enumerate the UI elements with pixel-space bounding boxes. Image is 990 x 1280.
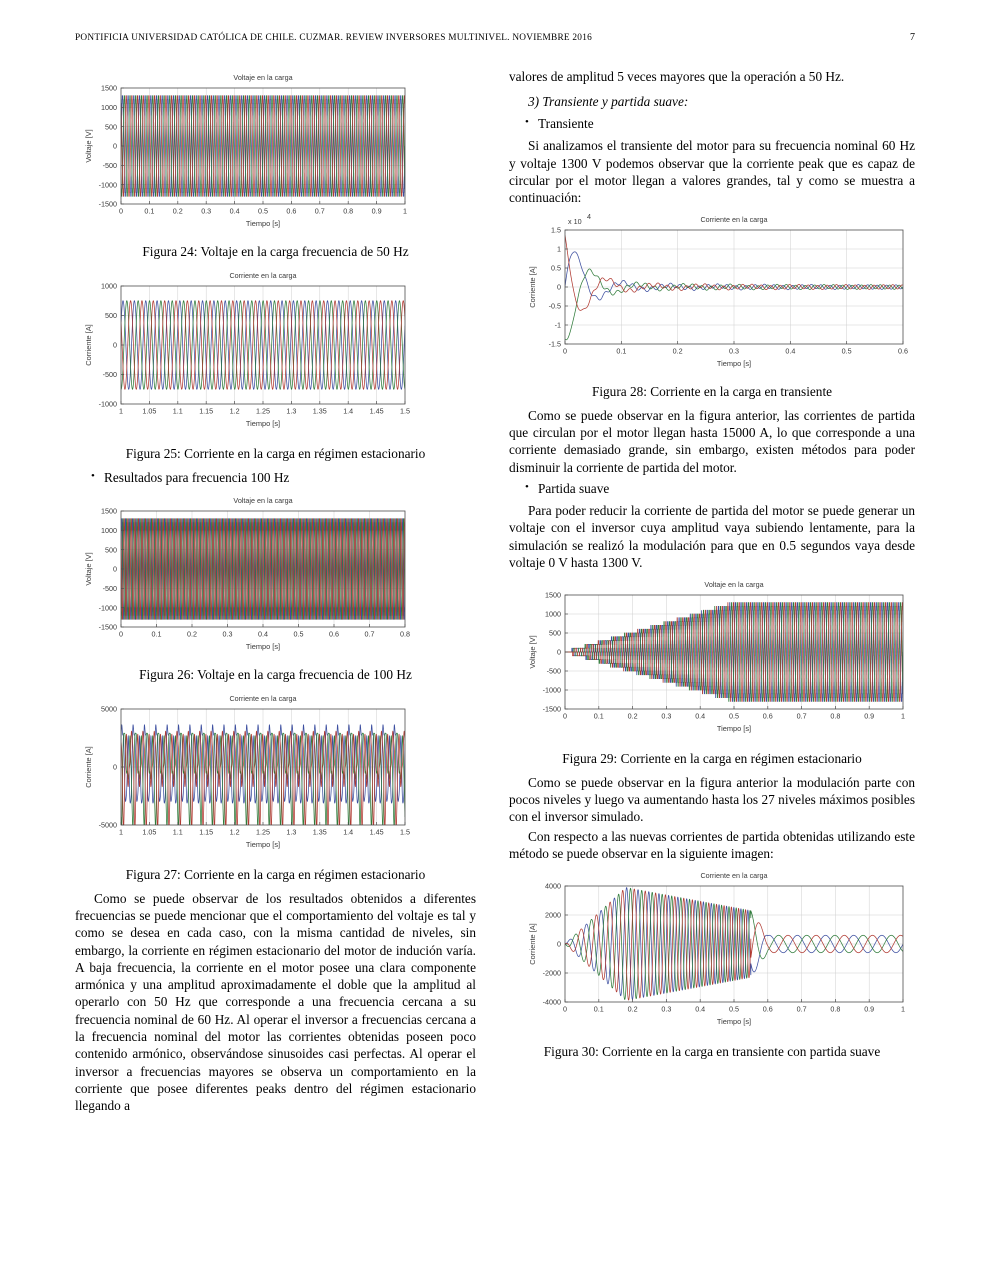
svg-text:1: 1 bbox=[901, 711, 905, 721]
svg-text:1000: 1000 bbox=[101, 282, 117, 292]
paragraph-continued: valores de amplitud 5 veces mayores que la operación a 50 Hz. bbox=[509, 69, 845, 84]
svg-text:1.3: 1.3 bbox=[286, 827, 297, 837]
svg-text:0.6: 0.6 bbox=[762, 1004, 773, 1014]
svg-text:-1: -1 bbox=[554, 321, 561, 331]
svg-text:0.4: 0.4 bbox=[229, 206, 240, 216]
svg-text:0.3: 0.3 bbox=[729, 346, 739, 356]
figure-29-caption: Figura 29: Corriente en la carga en régimen estacionario bbox=[562, 751, 862, 767]
svg-text:0: 0 bbox=[557, 283, 561, 293]
svg-text:Voltaje [V]: Voltaje [V] bbox=[528, 635, 537, 669]
svg-text:0.6: 0.6 bbox=[898, 346, 908, 356]
svg-text:-500: -500 bbox=[102, 370, 117, 380]
svg-text:1.15: 1.15 bbox=[199, 406, 214, 416]
svg-text:Tiempo [s]: Tiempo [s] bbox=[245, 840, 281, 850]
svg-text:0.3: 0.3 bbox=[222, 629, 233, 639]
svg-text:-1000: -1000 bbox=[542, 685, 561, 695]
svg-text:1.45: 1.45 bbox=[369, 406, 384, 416]
figure-27-plot bbox=[75, 689, 476, 859]
svg-text:0: 0 bbox=[113, 141, 117, 151]
svg-text:500: 500 bbox=[105, 311, 117, 321]
svg-text:0.5: 0.5 bbox=[258, 206, 268, 216]
svg-text:1500: 1500 bbox=[101, 506, 117, 516]
svg-text:0: 0 bbox=[557, 647, 561, 657]
svg-text:0.8: 0.8 bbox=[400, 629, 410, 639]
figure-30 bbox=[509, 864, 915, 1060]
svg-text:Tiempo [s]: Tiempo [s] bbox=[245, 419, 281, 429]
svg-text:1.2: 1.2 bbox=[229, 827, 240, 837]
svg-text:0.9: 0.9 bbox=[864, 711, 875, 721]
svg-text:0.5: 0.5 bbox=[729, 1004, 739, 1014]
svg-text:Corriente [A]: Corriente [A] bbox=[528, 923, 537, 965]
svg-text:0: 0 bbox=[119, 629, 123, 639]
svg-text:1000: 1000 bbox=[101, 102, 117, 112]
svg-text:1.35: 1.35 bbox=[312, 827, 327, 837]
svg-text:-2000: -2000 bbox=[542, 968, 561, 978]
svg-text:x 10: x 10 bbox=[568, 217, 582, 227]
svg-text:Voltaje en la carga: Voltaje en la carga bbox=[233, 495, 293, 505]
svg-text:Voltaje [V]: Voltaje [V] bbox=[84, 552, 93, 586]
svg-text:0: 0 bbox=[113, 564, 117, 574]
svg-text:500: 500 bbox=[549, 628, 561, 638]
svg-text:Tiempo [s]: Tiempo [s] bbox=[716, 724, 752, 734]
svg-text:1.5: 1.5 bbox=[400, 827, 410, 837]
svg-text:1.15: 1.15 bbox=[199, 827, 214, 837]
svg-text:0.8: 0.8 bbox=[343, 206, 354, 216]
svg-text:0: 0 bbox=[563, 711, 567, 721]
svg-text:0.2: 0.2 bbox=[627, 711, 638, 721]
svg-text:Corriente [A]: Corriente [A] bbox=[84, 324, 93, 367]
svg-text:0.9: 0.9 bbox=[371, 206, 382, 216]
svg-text:Corriente en la carga: Corriente en la carga bbox=[700, 871, 768, 881]
svg-text:0.5: 0.5 bbox=[293, 629, 304, 639]
svg-text:0.2: 0.2 bbox=[187, 629, 197, 639]
figure-30-caption: Figura 30: Corriente en la carga en transiente con partida suave bbox=[543, 1044, 881, 1060]
svg-text:-1500: -1500 bbox=[98, 622, 117, 632]
running-title: PONTIFICIA UNIVERSIDAD CATÓLICA DE CHILE. CUZMAR. REVIEW INVERSORES MULTINIVEL. NOVIEMBRE 2016 bbox=[75, 33, 593, 43]
paragraph-analysis: Como se puede observar de los resultados obtenidos a diferentes frecuencias se puede mencionar que el comportamiento del voltaje es tal y como se desea en cada caso, con la misma cantidad de niveles, sin embargo, la corriente en régimen estacionario del motor de indución varía. A baja frecuencia, la corriente en el motor posee una clara componente armónica y una amplitud aproximadamente el doble que la amplitud al operarlo con 50 Hz que corresponde a una frecuencia cercana a su frecuencia nominal de 60 Hz. Al operar el inversor a frecuencias cercana a la frecuencia nominal del motor las corrientes obtenidas poseen poco contenido armónico, observándose sinusoides casi perfectas. Al operar el inversor a frecuencias mayores se observa un comportamiento en la corriente que posee diferentes peaks dentro del régimen estacionario llegando a bbox=[75, 890, 476, 1114]
figure-25-caption: Figura 25: Corriente en la carga en régimen estacionario bbox=[125, 446, 426, 462]
svg-text:0.5: 0.5 bbox=[841, 346, 852, 356]
svg-text:-1000: -1000 bbox=[98, 603, 117, 613]
svg-text:0: 0 bbox=[563, 346, 567, 356]
svg-text:0.2: 0.2 bbox=[627, 1004, 638, 1014]
bullet-transiente: • Transiente bbox=[509, 115, 915, 132]
svg-text:Tiempo [s]: Tiempo [s] bbox=[245, 219, 281, 228]
svg-text:0.1: 0.1 bbox=[151, 629, 162, 639]
svg-text:0.6: 0.6 bbox=[329, 629, 339, 639]
svg-text:-1000: -1000 bbox=[98, 180, 117, 190]
bullet-partida-suave: • Partida suave bbox=[509, 480, 915, 497]
svg-text:1000: 1000 bbox=[545, 609, 561, 619]
figure-30-plot bbox=[509, 864, 915, 1036]
svg-text:1.1: 1.1 bbox=[172, 406, 183, 416]
svg-text:0.5: 0.5 bbox=[551, 264, 561, 274]
svg-text:500: 500 bbox=[105, 122, 117, 132]
svg-text:1.3: 1.3 bbox=[286, 406, 297, 416]
svg-text:1: 1 bbox=[403, 206, 407, 216]
svg-text:0.3: 0.3 bbox=[661, 711, 672, 721]
svg-text:4: 4 bbox=[587, 212, 591, 222]
page-header bbox=[75, 32, 915, 43]
svg-text:0.6: 0.6 bbox=[762, 711, 773, 721]
svg-text:0.4: 0.4 bbox=[695, 711, 706, 721]
figure-26-plot bbox=[75, 491, 476, 659]
svg-text:1.25: 1.25 bbox=[256, 827, 270, 837]
svg-text:0.9: 0.9 bbox=[864, 1004, 875, 1014]
paragraph-levels: Como se puede observar en la figura anterior la modulación parte con pocos niveles y luego va aumentando hasta los 27 niveles máximos posibles con el inversor simulado. bbox=[509, 774, 915, 825]
svg-text:Corriente en la carga: Corriente en la carga bbox=[229, 271, 297, 281]
svg-text:1.5: 1.5 bbox=[551, 226, 561, 236]
svg-text:0.4: 0.4 bbox=[785, 346, 796, 356]
svg-text:0: 0 bbox=[119, 206, 123, 216]
svg-text:4000: 4000 bbox=[545, 881, 561, 891]
svg-text:-500: -500 bbox=[102, 583, 117, 593]
svg-text:-5000: -5000 bbox=[98, 820, 117, 830]
svg-text:1.4: 1.4 bbox=[343, 406, 354, 416]
paragraph-transient: Si analizamos el transiente del motor para su frecuencia nominal 60 Hz y voltaje 1300 V podemos observar que la corriente peak que es capaz de circular por el motor llegan a valores grandes, tal y como se muestra a continuación: bbox=[509, 138, 915, 206]
svg-text:1.35: 1.35 bbox=[312, 406, 327, 416]
svg-text:5000: 5000 bbox=[101, 704, 117, 714]
svg-text:0.1: 0.1 bbox=[593, 711, 604, 721]
figure-24-plot bbox=[75, 68, 476, 236]
svg-text:0.7: 0.7 bbox=[796, 711, 807, 721]
section-heading-transiente: 3) Transiente y partida suave: bbox=[528, 94, 689, 110]
svg-text:0.4: 0.4 bbox=[695, 1004, 706, 1014]
svg-text:1.2: 1.2 bbox=[229, 406, 240, 416]
svg-text:0.7: 0.7 bbox=[796, 1004, 807, 1014]
svg-text:0: 0 bbox=[557, 939, 561, 949]
figure-27 bbox=[75, 689, 476, 883]
figure-27-caption: Figura 27: Corriente en la carga en régimen estacionario bbox=[125, 867, 426, 883]
svg-text:0: 0 bbox=[563, 1004, 567, 1014]
paragraph-newcurrents: Con respecto a las nuevas corrientes de partida obtenidas utilizando este método se puede observar en la siguiente imagen: bbox=[509, 828, 915, 861]
figure-28 bbox=[509, 208, 915, 400]
svg-text:1.45: 1.45 bbox=[369, 827, 384, 837]
bullet-100hz: • Resultados para frecuencia 100 Hz bbox=[75, 469, 476, 486]
svg-text:0.3: 0.3 bbox=[661, 1004, 672, 1014]
svg-text:-500: -500 bbox=[102, 160, 117, 170]
svg-text:1.25: 1.25 bbox=[256, 406, 270, 416]
figure-25-plot bbox=[75, 266, 476, 438]
svg-text:1: 1 bbox=[557, 245, 561, 255]
svg-text:-500: -500 bbox=[546, 666, 561, 676]
two-column-body bbox=[75, 68, 915, 1250]
svg-text:0.6: 0.6 bbox=[286, 206, 297, 216]
svg-text:Corriente en la carga: Corriente en la carga bbox=[229, 694, 297, 704]
figure-28-caption: Figura 28: Corriente en la carga en transiente bbox=[591, 384, 833, 400]
svg-text:Voltaje en la carga: Voltaje en la carga bbox=[233, 73, 293, 82]
svg-text:Tiempo [s]: Tiempo [s] bbox=[716, 359, 752, 369]
svg-text:0.7: 0.7 bbox=[364, 629, 375, 639]
svg-text:0.5: 0.5 bbox=[729, 711, 739, 721]
svg-text:0.1: 0.1 bbox=[616, 346, 627, 356]
svg-text:-0.5: -0.5 bbox=[548, 302, 561, 312]
svg-text:0.2: 0.2 bbox=[172, 206, 183, 216]
figure-26 bbox=[75, 491, 476, 683]
svg-text:-4000: -4000 bbox=[542, 997, 561, 1007]
svg-text:500: 500 bbox=[105, 545, 117, 555]
figure-28-plot bbox=[509, 208, 915, 376]
svg-text:-1500: -1500 bbox=[542, 704, 561, 714]
svg-text:0.8: 0.8 bbox=[830, 1004, 841, 1014]
svg-text:1000: 1000 bbox=[101, 525, 117, 535]
figure-29-plot bbox=[509, 573, 915, 743]
svg-text:Corriente [A]: Corriente [A] bbox=[528, 266, 537, 309]
svg-text:0.4: 0.4 bbox=[258, 629, 268, 639]
svg-text:-1.5: -1.5 bbox=[548, 340, 561, 350]
paragraph-15000: Como se puede observar en la figura anterior, las corrientes de partida que circulan por el motor llegan hasta 15000 A, lo que corresponde a una corriente demasiado grande, sin embargo, existen métodos para poder disminuir la corriente de partida del motor. bbox=[509, 407, 915, 475]
svg-text:1.5: 1.5 bbox=[400, 406, 410, 416]
svg-text:1: 1 bbox=[901, 1004, 905, 1014]
svg-text:1.1: 1.1 bbox=[172, 827, 183, 837]
figure-29 bbox=[509, 573, 915, 767]
svg-text:Tiempo [s]: Tiempo [s] bbox=[245, 641, 281, 651]
svg-text:0: 0 bbox=[113, 762, 117, 772]
figure-26-caption: Figura 26: Voltaje en la carga frecuencia de 100 Hz bbox=[139, 666, 412, 682]
figure-24-caption: Figura 24: Voltaje en la carga frecuencia de 50 Hz bbox=[142, 244, 409, 259]
svg-text:0.8: 0.8 bbox=[830, 711, 841, 721]
svg-text:1500: 1500 bbox=[101, 83, 117, 93]
figure-24 bbox=[75, 68, 476, 260]
right-column bbox=[509, 68, 915, 1250]
svg-text:1.05: 1.05 bbox=[142, 827, 157, 837]
svg-text:0.1: 0.1 bbox=[144, 206, 155, 216]
svg-text:Corriente en la carga: Corriente en la carga bbox=[700, 215, 768, 225]
svg-text:-1000: -1000 bbox=[98, 400, 117, 410]
svg-text:Corriente [A]: Corriente [A] bbox=[84, 746, 93, 788]
svg-text:1500: 1500 bbox=[545, 590, 561, 600]
svg-text:0: 0 bbox=[113, 341, 117, 351]
svg-text:Voltaje en la carga: Voltaje en la carga bbox=[704, 580, 764, 590]
svg-text:1.4: 1.4 bbox=[343, 827, 354, 837]
svg-text:Voltaje [V]: Voltaje [V] bbox=[84, 129, 93, 163]
svg-text:1.05: 1.05 bbox=[142, 406, 157, 416]
svg-text:Tiempo [s]: Tiempo [s] bbox=[716, 1017, 752, 1027]
svg-text:0.3: 0.3 bbox=[201, 206, 212, 216]
svg-text:2000: 2000 bbox=[545, 910, 561, 920]
figure-25 bbox=[75, 266, 476, 462]
svg-text:1: 1 bbox=[119, 406, 123, 416]
svg-text:0.1: 0.1 bbox=[593, 1004, 604, 1014]
svg-text:0.7: 0.7 bbox=[314, 206, 325, 216]
svg-text:1: 1 bbox=[119, 827, 123, 837]
svg-text:0.2: 0.2 bbox=[672, 346, 683, 356]
paragraph-softstart: Para poder reducir la corriente de partida del motor se puede generar un voltaje con el inversor cuya amplitud vaya subiendo lentamente, para la simulación se realizó la modulación para que en 0.5 segundos vaya desde voltaje 0 V hasta 1300 V. bbox=[509, 503, 915, 570]
left-column bbox=[75, 68, 476, 1250]
svg-text:-1500: -1500 bbox=[98, 199, 117, 209]
page-number: 7 bbox=[910, 32, 915, 43]
